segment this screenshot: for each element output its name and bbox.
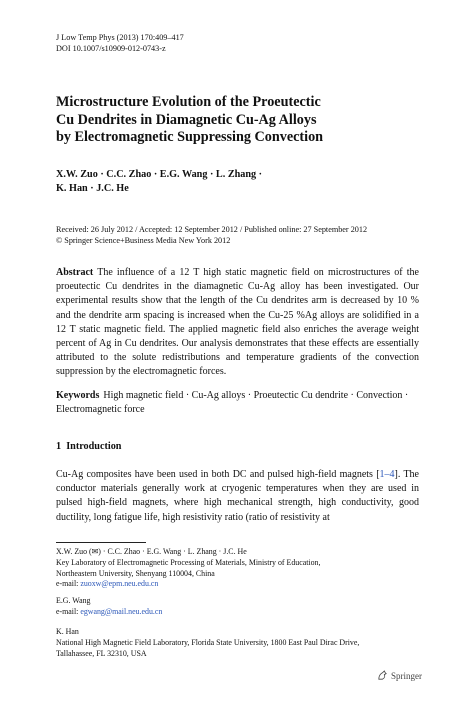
author-line: K. Han · J.C. He [56,183,129,194]
title-line: by Electromagnetic Suppressing Convection [56,129,324,145]
affiliation-address: Tallahassee, FL 32310, USA [56,648,147,658]
author-line: X.W. Zuo · C.C. Zhao · E.G. Wang · L. Zhang · [56,169,263,180]
email-line: e-mail: egwang@mail.neu.edu.cn [56,606,163,616]
publication-dates [56,224,421,246]
section-title: Introduction [66,441,122,452]
title-line: Cu Dendrites in Diamagnetic Cu-Ag Alloys [56,111,317,128]
journal-citation: J Low Temp Phys (2013) 170:409–417 [56,33,184,42]
citation-link[interactable]: 1–4 [379,469,395,480]
title-line: Microstructure Evolution of the Proeutectic [56,94,321,110]
paper-title [56,94,416,147]
section-heading [56,441,121,452]
publisher-logo [377,670,422,681]
affiliation-block [56,596,421,618]
keywords-text: High magnetic field · Cu-Ag alloys · Proeutectic Cu dendrite · Convection · Electromagnetic force [56,390,409,416]
springer-horse-icon [377,670,388,681]
email-line: e-mail: zuoxw@epm.neu.edu.cn [56,579,159,589]
email-link[interactable]: zuoxw@epm.neu.edu.cn [80,579,159,589]
author-list [56,168,416,196]
intro-text: ]. The conductor materials generally work at cryogenic temperatures when they are used in pulsed high-field magnets, where high mechanical strength, high conductivity, good ductility, long fatigue life, high resistivity ratio (ratio of resistivity at [56,469,419,523]
affiliation-authors: X.W. Zuo (✉) · C.C. Zhao · E.G. Wang · L. Zhang · J.C. He [56,547,247,556]
affiliation-institution: National High Magnetic Field Laboratory, Florida State University, 1800 East Paul Dirac Drive, [56,637,360,647]
affiliation-institution: Key Laboratory of Electromagnetic Processing of Materials, Ministry of Education, [56,557,321,567]
email-link[interactable]: egwang@mail.neu.edu.cn [80,606,163,616]
affiliation-authors: K. Han [56,627,79,636]
affiliation-block [56,547,421,590]
intro-paragraph [56,468,419,525]
publisher-name: Springer [391,670,422,681]
doi: DOI 10.1007/s10909-012-0743-z [56,44,166,53]
affiliation-block [56,627,421,659]
section-number: 1 [56,441,62,452]
running-head [56,32,184,54]
received-dates: Received: 26 July 2012 / Accepted: 12 September 2012 / Published online: 27 September 2012 [56,225,368,234]
abstract [56,266,419,380]
abstract-label: Abstract [56,267,94,278]
keywords-label: Keywords [56,390,100,401]
copyright: © Springer Science+Business Media New York 2012 [56,236,231,245]
abstract-text: The influence of a 12 T high static magnetic field on microstructures of the proeutectic Cu dendrites in the diamagnetic Cu-Ag alloy has been investigated. Our experimental results show that the length of the Cu dendrites arm is decreased by 10 % and the dendrite arm spacing is increased when the Cu-25 %Ag alloys are solidified in a 12 T static magnetic field. The applied magnetic field also enriches the average weight percent of Ag in Cu dendrites. Our analysis demonstrates that these effects are essentially attributed to the solute redistributions and temperature gradients of the convection suppression by the electromagnetic forces. [56,267,419,378]
affiliation-authors: E.G. Wang [56,596,91,605]
footnote-divider [56,542,146,543]
keywords [56,389,419,417]
affiliation-address: Northeastern University, Shenyang 110004, China [56,568,215,578]
intro-text: Cu-Ag composites have been used in both DC and pulsed high-field magnets [ [56,469,380,480]
